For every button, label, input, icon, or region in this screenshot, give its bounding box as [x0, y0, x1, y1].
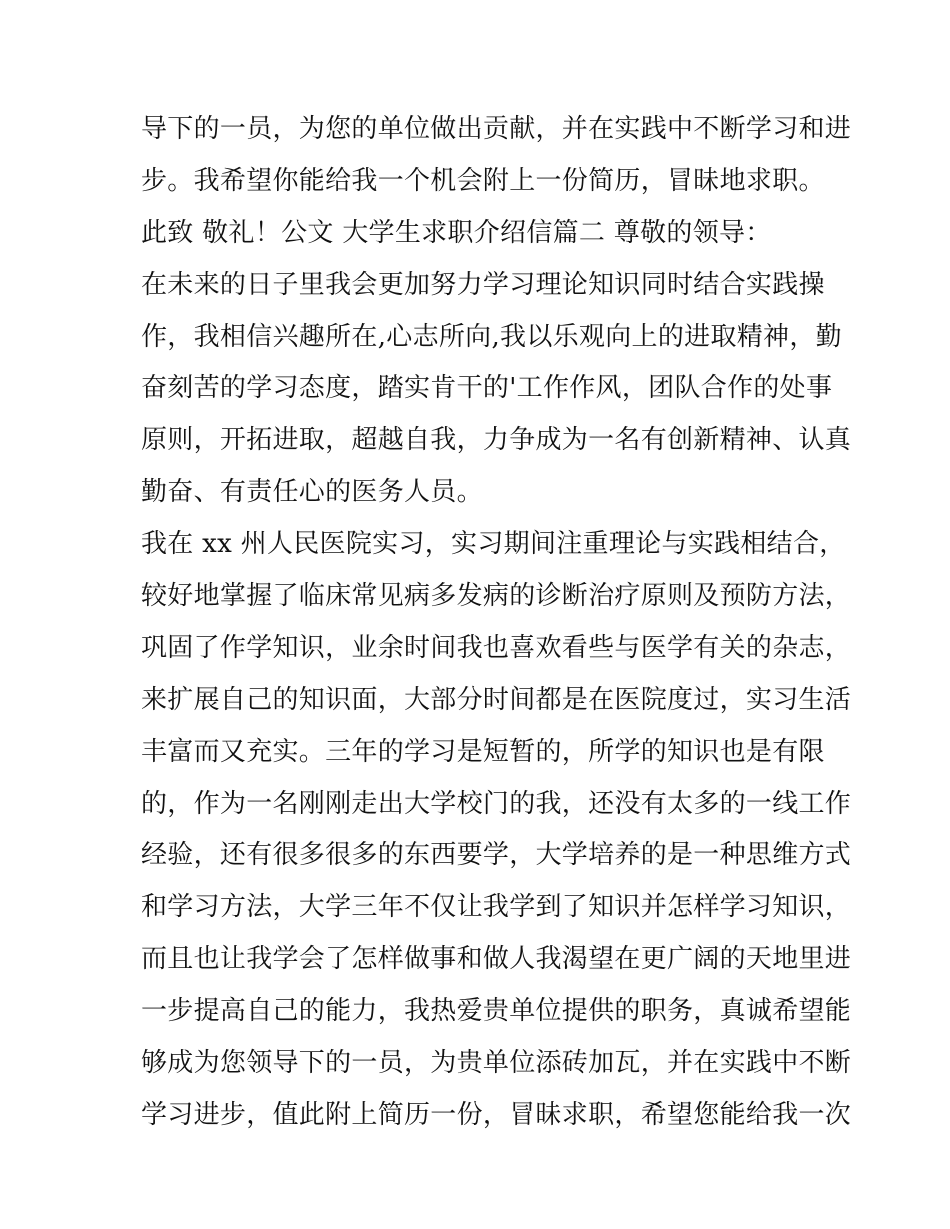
text-line: 的，作为一名刚刚走出大学校门的我，还没有太多的一线工作	[141, 788, 852, 819]
text-line: 原则，开拓进取，超越自我，力争成为一名有创新精神、认真	[141, 425, 852, 456]
text-line: 在未来的日子里我会更加努力学习理论知识同时结合实践操	[141, 269, 825, 300]
text-line: 此致 敬礼！公文 大学生求职介绍信篇二 尊敬的领导：	[141, 217, 772, 248]
text-line: 奋刻苦的学习态度，踏实肯干的'工作作风，团队合作的处事	[141, 373, 833, 404]
text-line: 而且也让我学会了怎样做事和做人我渴望在更广阔的天地里进	[141, 944, 852, 975]
text-line: 一步提高自己的能力，我热爱贵单位提供的职务，真诚希望能	[141, 996, 852, 1027]
text-line: 作，我相信兴趣所在,心志所向,我以乐观向上的进取精神，勤	[141, 321, 842, 352]
text-line: 够成为您领导下的一员，为贵单位添砖加瓦，并在实践中不断	[141, 1048, 852, 1079]
text-line: 勤奋、有责任心的医务人员。	[141, 477, 483, 508]
text-line: 我在 xx 州人民医院实习，实习期间注重理论与实践相结合，	[141, 529, 846, 560]
text-line: 步。我希望你能给我一个机会附上一份简历，冒昧地求职。	[141, 165, 825, 196]
text-line: 学习进步，值此附上简历一份，冒昧求职，希望您能给我一次	[141, 1099, 852, 1130]
text-line: 导下的一员，为您的单位做出贡献，并在实践中不断学习和进	[141, 114, 852, 144]
text-line: 巩固了作学知识，业余时间我也喜欢看些与医学有关的杂志，	[141, 632, 852, 663]
text-line: 较好地掌握了临床常见病多发病的诊断治疗原则及预防方法，	[141, 581, 852, 612]
text-line: 丰富而又充实。三年的学习是短暂的，所学的知识也是有限	[141, 736, 825, 767]
text-line: 经验，还有很多很多的东西要学，大学培养的是一种思维方式	[141, 840, 852, 871]
text-line: 来扩展自己的知识面，大部分时间都是在医院度过，实习生活	[141, 684, 852, 715]
text-line: 和学习方法，大学三年不仅让我学到了知识并怎样学习知识，	[141, 892, 852, 923]
letter-body	[141, 104, 852, 1142]
